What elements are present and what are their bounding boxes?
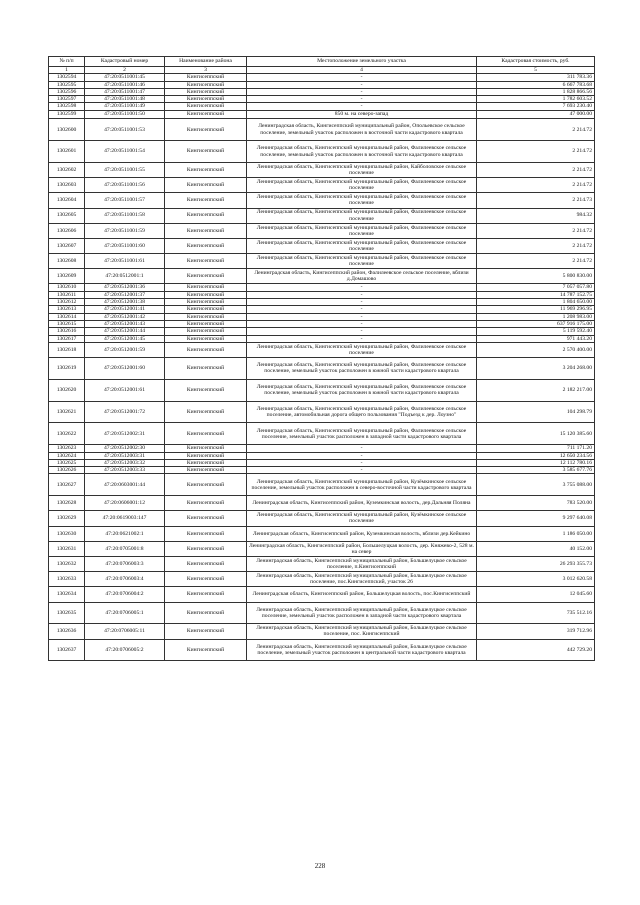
district-cell: Кингисеппский — [165, 335, 247, 342]
location-cell: Ленинградская область, Кингисеппский муниципальный район, Фалилеевское сельское поселение — [247, 208, 477, 223]
cadastral-number-cell: 47:20:0511001:50 — [85, 110, 165, 119]
district-cell: Кингисеппский — [165, 459, 247, 466]
district-cell: Кингисеппский — [165, 81, 247, 88]
table-row — [49, 624, 595, 639]
location-cell: Ленинградская область, Кингисеппский муниципальный район, Фалилеевское сельское поселение — [247, 342, 477, 357]
table-row — [49, 467, 595, 474]
column-number: 4 — [247, 67, 477, 74]
location-cell: Ленинградская область, Кингисеппский муниципальный район, Фалилеевское сельское поселение — [247, 193, 477, 208]
location-cell: Ленинградская область, Кингисеппский муниципальный район, Кайболовское сельское поселение — [247, 162, 477, 177]
cadastral-value-cell: 6 667 783.68 — [477, 81, 595, 88]
cadastral-number-cell: 47:20:0511001:45 — [85, 74, 165, 81]
row-number-cell: 1302628 — [49, 496, 85, 511]
district-cell: Кингисеппский — [165, 401, 247, 423]
location-cell: Ленинградская область, Кингисеппский муниципальный район, Фалилеевское сельское поселение — [247, 254, 477, 269]
table-row — [49, 423, 595, 445]
district-cell: Кингисеппский — [165, 110, 247, 119]
cadastral-number-cell: 47:20:0511001:61 — [85, 254, 165, 269]
table-row — [49, 452, 595, 459]
row-number-cell: 1302599 — [49, 110, 85, 119]
district-cell: Кингисеппский — [165, 639, 247, 661]
cadastral-value-cell: 637 916 175.00 — [477, 320, 595, 327]
district-cell: Кингисеппский — [165, 313, 247, 320]
row-number-cell: 1302600 — [49, 119, 85, 141]
table-row — [49, 587, 595, 602]
header-cadastral-number: Кадастровый номер — [85, 57, 165, 67]
cadastral-value-cell: 2 570 400.00 — [477, 342, 595, 357]
cadastral-number-cell: 47:20:0511001:46 — [85, 81, 165, 88]
cadastral-number-cell: 47:20:0512003:32 — [85, 459, 165, 466]
row-number-cell: 1302634 — [49, 587, 85, 602]
cadastral-value-cell: 14 787 152.75 — [477, 291, 595, 298]
cadastral-number-cell: 47:20:0706003:3 — [85, 556, 165, 571]
district-cell: Кингисеппский — [165, 74, 247, 81]
cadastral-value-cell: 7 057 057.80 — [477, 284, 595, 291]
cadastral-value-cell: 12 112 780.16 — [477, 459, 595, 466]
district-cell: Кингисеппский — [165, 624, 247, 639]
district-cell: Кингисеппский — [165, 291, 247, 298]
cadastral-number-cell: 47:20:0512002:31 — [85, 423, 165, 445]
table-row — [49, 541, 595, 556]
cadastral-value-cell: 2 214.72 — [477, 141, 595, 163]
cadastral-value-cell: 40 152.00 — [477, 541, 595, 556]
district-cell: Кингисеппский — [165, 602, 247, 624]
district-cell: Кингисеппский — [165, 474, 247, 496]
column-number: 3 — [165, 67, 247, 74]
table-row — [49, 119, 595, 141]
location-cell: - — [247, 313, 477, 320]
district-cell: Кингисеппский — [165, 162, 247, 177]
table-row — [49, 223, 595, 238]
row-number-cell: 1302597 — [49, 96, 85, 103]
cadastral-number-cell: 47:20:0511001:53 — [85, 119, 165, 141]
location-cell: Ленинградская область, Кингисеппский муниципальный район, Фалилеевское сельское поселение — [247, 178, 477, 193]
location-cell: - — [247, 299, 477, 306]
table-row — [49, 208, 595, 223]
district-cell: Кингисеппский — [165, 572, 247, 587]
row-number-cell: 1302618 — [49, 342, 85, 357]
cadastral-value-cell: 1 208 983.00 — [477, 313, 595, 320]
cadastral-value-cell: 2 214.72 — [477, 223, 595, 238]
cadastral-number-cell: 47:20:0512002:30 — [85, 445, 165, 452]
location-cell: - — [247, 74, 477, 81]
location-cell: Ленинградская область, Кингисеппский муниципальный район, Фалилеевское сельское поселение — [247, 223, 477, 238]
cadastral-value-cell: 3 204 268.00 — [477, 358, 595, 380]
cadastral-number-cell: 47:20:0512001:1 — [85, 269, 165, 284]
location-cell: Ленинградская область, Кингисеппский муниципальный район, Большелуцкое сельское поселение, п.Кингисеппский — [247, 556, 477, 571]
district-cell: Кингисеппский — [165, 208, 247, 223]
cadastral-number-cell: 47:20:0705001:8 — [85, 541, 165, 556]
location-cell: - — [247, 103, 477, 110]
row-number-cell: 1302626 — [49, 467, 85, 474]
cadastral-value-cell: 9 297 640.08 — [477, 511, 595, 526]
location-cell: Ленинградская область, Кингисеппский муниципальный район, Фалилеевское сельское поселение, автомобильная дорога общего пользования "Подъезд к дер. Лоузно" — [247, 401, 477, 423]
page-number: 228 — [314, 862, 326, 870]
location-cell: Ленинградская область, Кингисеппский муниципальный район, Большелуцкое сельское поселение, пос. Кингисеппский — [247, 624, 477, 639]
cadastral-value-cell: 971 443.20 — [477, 335, 595, 342]
row-number-cell: 1302616 — [49, 328, 85, 335]
cadastral-number-cell: 47:20:0511001:55 — [85, 162, 165, 177]
row-number-cell: 1302598 — [49, 103, 85, 110]
row-number-cell: 1302601 — [49, 141, 85, 163]
cadastral-value-cell: 5 119 592.40 — [477, 328, 595, 335]
cadastral-number-cell: 47:20:0511001:56 — [85, 178, 165, 193]
row-number-cell: 1302624 — [49, 452, 85, 459]
cadastral-number-cell: 47:20:0511001:48 — [85, 96, 165, 103]
cadastral-number-cell: 47:20:0512003:31 — [85, 452, 165, 459]
table-row — [49, 306, 595, 313]
district-cell: Кингисеппский — [165, 306, 247, 313]
location-cell: Ленинградская область, Кингисеппский муниципальный район, Кузёмкинское сельское поселение, земельный участок расположен в северо-восточной части кадастрового квартала — [247, 474, 477, 496]
location-cell: 850 м. на северо-запад — [247, 110, 477, 119]
table-header-row — [49, 57, 595, 67]
location-cell: Ленинградская область, Кингисеппский муниципальный район, Фалилеевское сельское поселение, земельный участок расположен в южной части кадастрового квартала — [247, 358, 477, 380]
row-number-cell: 1302607 — [49, 238, 85, 253]
table-row — [49, 238, 595, 253]
row-number-cell: 1302606 — [49, 223, 85, 238]
district-cell: Кингисеппский — [165, 103, 247, 110]
cadastral-number-cell: 47:20:0706004:2 — [85, 587, 165, 602]
cadastral-value-cell: 5 800 830.00 — [477, 269, 595, 284]
district-cell: Кингисеппский — [165, 88, 247, 95]
table-row — [49, 358, 595, 380]
cadastral-value-cell: 3 755 088.00 — [477, 474, 595, 496]
cadastral-value-cell: 442 729.20 — [477, 639, 595, 661]
row-number-cell: 1302604 — [49, 193, 85, 208]
table-row — [49, 602, 595, 624]
location-cell: - — [247, 291, 477, 298]
table-row — [49, 96, 595, 103]
cadastral-value-cell: 12 045.60 — [477, 587, 595, 602]
location-cell: - — [247, 445, 477, 452]
row-number-cell: 1302602 — [49, 162, 85, 177]
district-cell: Кингисеппский — [165, 320, 247, 327]
table-row — [49, 445, 595, 452]
header-row-number: № п/п — [49, 57, 85, 67]
location-cell: Ленинградская область, Кингисеппский район, Большелуцкая волость, дер. Княжево-2, 528 м. на север — [247, 541, 477, 556]
cadastral-number-cell: 47:20:0512001:41 — [85, 306, 165, 313]
location-cell: Ленинградская область, Кингисеппский муниципальный район, Опольевское сельское поселение, земельный участок расположен в восточной части кадастрового квартала — [247, 119, 477, 141]
row-number-cell: 1302625 — [49, 459, 85, 466]
location-cell: Ленинградская область, Кингисеппский муниципальный район, Большелуцкое сельское поселение, пос.Кингисеппский, участок 26 — [247, 572, 477, 587]
row-number-cell: 1302620 — [49, 379, 85, 401]
district-cell: Кингисеппский — [165, 299, 247, 306]
table-row — [49, 526, 595, 541]
cadastral-value-cell: 3 012 620.58 — [477, 572, 595, 587]
district-cell: Кингисеппский — [165, 526, 247, 541]
row-number-cell: 1302630 — [49, 526, 85, 541]
row-number-cell: 1302622 — [49, 423, 85, 445]
location-cell: - — [247, 284, 477, 291]
district-cell: Кингисеппский — [165, 178, 247, 193]
cadastral-value-cell: 2 214.72 — [477, 238, 595, 253]
cadastral-number-cell: 47:20:0512003:33 — [85, 467, 165, 474]
district-cell: Кингисеппский — [165, 587, 247, 602]
cadastral-value-cell: 104 298.79 — [477, 401, 595, 423]
row-number-cell: 1302619 — [49, 358, 85, 380]
table-row — [49, 335, 595, 342]
table-row — [49, 74, 595, 81]
cadastral-number-cell: 47:20:0706005:1 — [85, 602, 165, 624]
table-row — [49, 178, 595, 193]
location-cell: - — [247, 88, 477, 95]
cadastral-number-cell: 47:20:0512001:59 — [85, 342, 165, 357]
cadastral-value-cell: 2 214.72 — [477, 254, 595, 269]
district-cell: Кингисеппский — [165, 193, 247, 208]
cadastral-value-cell: 311 783.36 — [477, 74, 595, 81]
cadastral-value-cell: 7 693 230.40 — [477, 103, 595, 110]
cadastral-number-cell: 47:20:0512001:44 — [85, 328, 165, 335]
row-number-cell: 1302635 — [49, 602, 85, 624]
table-row — [49, 254, 595, 269]
cadastral-number-cell: 47:20:0511001:60 — [85, 238, 165, 253]
location-cell: - — [247, 328, 477, 335]
table-row — [49, 193, 595, 208]
location-cell: Ленинградская область, Кингисеппский район, Куземкинская волость, дер.Дальняя Поляна — [247, 496, 477, 511]
cadastral-number-cell: 47:20:0706005:11 — [85, 624, 165, 639]
cadastral-number-cell: 47:20:0603001:44 — [85, 474, 165, 496]
column-number: 1 — [49, 67, 85, 74]
district-cell: Кингисеппский — [165, 556, 247, 571]
cadastral-value-cell: 1 186 050.00 — [477, 526, 595, 541]
table-row — [49, 269, 595, 284]
table-row — [49, 511, 595, 526]
district-cell: Кингисеппский — [165, 445, 247, 452]
table-row — [49, 379, 595, 401]
table-row — [49, 284, 595, 291]
table-row — [49, 556, 595, 571]
table-row — [49, 401, 595, 423]
cadastral-value-cell: 783 520.00 — [477, 496, 595, 511]
table-row — [49, 572, 595, 587]
cadastral-value-cell: 2 182 217.00 — [477, 379, 595, 401]
cadastral-number-cell: 47:20:0511001:47 — [85, 88, 165, 95]
table-row — [49, 162, 595, 177]
row-number-cell: 1302611 — [49, 291, 85, 298]
cadastral-number-cell: 47:20:0512001:36 — [85, 284, 165, 291]
table-row — [49, 88, 595, 95]
row-number-cell: 1302613 — [49, 306, 85, 313]
cadastral-value-cell: 15 120 385.60 — [477, 423, 595, 445]
district-cell: Кингисеппский — [165, 96, 247, 103]
location-cell: Ленинградская область, Кингисеппский муниципальный район, Фалилеевское сельское поселение, земельный участок расположен в восточной части кадастрового квартала — [247, 141, 477, 163]
district-cell: Кингисеппский — [165, 541, 247, 556]
row-number-cell: 1302633 — [49, 572, 85, 587]
table-row — [49, 299, 595, 306]
location-cell: - — [247, 459, 477, 466]
row-number-cell: 1302637 — [49, 639, 85, 661]
cadastral-number-cell: 47:20:0512001:61 — [85, 379, 165, 401]
cadastral-value-cell: 3 585 677.76 — [477, 467, 595, 474]
cadastral-value-cell: 1 782 603.52 — [477, 96, 595, 103]
district-cell: Кингисеппский — [165, 342, 247, 357]
row-number-cell: 1302596 — [49, 88, 85, 95]
location-cell: - — [247, 452, 477, 459]
column-number: 2 — [85, 67, 165, 74]
table-row — [49, 141, 595, 163]
district-cell: Кингисеппский — [165, 141, 247, 163]
cadastral-value-cell: 984.32 — [477, 208, 595, 223]
table-body — [49, 74, 595, 661]
cadastral-number-cell: 47:20:0512001:45 — [85, 335, 165, 342]
table-row — [49, 639, 595, 661]
row-number-cell: 1302609 — [49, 269, 85, 284]
cadastral-number-cell: 47:20:0511001:54 — [85, 141, 165, 163]
cadastral-value-cell: 1 828 866.56 — [477, 88, 595, 95]
district-cell: Кингисеппский — [165, 358, 247, 380]
cadastral-number-cell: 47:20:0512001:37 — [85, 291, 165, 298]
table-row — [49, 328, 595, 335]
header-cadastral-value: Кадастровая стоимость, руб. — [477, 57, 595, 67]
cadastral-value-cell: 2 214.72 — [477, 162, 595, 177]
row-number-cell: 1302627 — [49, 474, 85, 496]
cadastral-value-cell: 47 000.00 — [477, 110, 595, 119]
location-cell: Ленинградская область, Кингисеппский муниципальный район, Большелуцкое сельское поселение, земельный участок расположен в центральной части кадастрового квартала — [247, 639, 477, 661]
column-number: 5 — [477, 67, 595, 74]
row-number-cell: 1302636 — [49, 624, 85, 639]
row-number-cell: 1302605 — [49, 208, 85, 223]
cadastral-number-cell: 47:20:0606001:12 — [85, 496, 165, 511]
row-number-cell: 1302612 — [49, 299, 85, 306]
row-number-cell: 1302610 — [49, 284, 85, 291]
location-cell: Ленинградская область, Кингисеппский муниципальный район, Большелуцкое сельское поселение, земельный участок расположен в западной части кадастрового квартала — [247, 602, 477, 624]
row-number-cell: 1302629 — [49, 511, 85, 526]
row-number-cell: 1302621 — [49, 401, 85, 423]
cadastral-number-cell: 47:20:0511001:58 — [85, 208, 165, 223]
table-row — [49, 291, 595, 298]
table-row — [49, 320, 595, 327]
row-number-cell: 1302623 — [49, 445, 85, 452]
header-district-name: Наименование района — [165, 57, 247, 67]
cadastral-value-cell: 2 214.73 — [477, 193, 595, 208]
district-cell: Кингисеппский — [165, 467, 247, 474]
district-cell: Кингисеппский — [165, 379, 247, 401]
location-cell: Ленинградская область, Кингисеппский район, Куземкинская волость, вблизи дер.Кейкино — [247, 526, 477, 541]
cadastral-value-cell: 26 293 355.73 — [477, 556, 595, 571]
row-number-cell: 1302603 — [49, 178, 85, 193]
cadastral-value-cell: 12 650 234.56 — [477, 452, 595, 459]
location-cell: - — [247, 335, 477, 342]
row-number-cell: 1302614 — [49, 313, 85, 320]
cadastral-value-cell: 735 512.16 — [477, 602, 595, 624]
district-cell: Кингисеппский — [165, 238, 247, 253]
table-row — [49, 103, 595, 110]
column-number-row — [49, 67, 595, 74]
cadastral-value-cell: 11 969 296.95 — [477, 306, 595, 313]
district-cell: Кингисеппский — [165, 328, 247, 335]
header-location: Местоположение земельного участка — [247, 57, 477, 67]
district-cell: Кингисеппский — [165, 119, 247, 141]
table-row — [49, 474, 595, 496]
cadastral-table-container — [48, 56, 594, 661]
cadastral-number-cell: 47:20:0512001:38 — [85, 299, 165, 306]
cadastral-number-cell: 47:20:0511001:49 — [85, 103, 165, 110]
location-cell: - — [247, 306, 477, 313]
district-cell: Кингисеппский — [165, 254, 247, 269]
district-cell: Кингисеппский — [165, 496, 247, 511]
cadastral-number-cell: 47:20:0511001:59 — [85, 223, 165, 238]
district-cell: Кингисеппский — [165, 223, 247, 238]
cadastral-number-cell: 47:20:0512001:43 — [85, 320, 165, 327]
cadastral-number-cell: 47:20:0512001:42 — [85, 313, 165, 320]
cadastral-number-cell: 47:20:0512001:60 — [85, 358, 165, 380]
cadastral-value-cell: 319 712.96 — [477, 624, 595, 639]
cadastral-value-cell: 2 214.72 — [477, 178, 595, 193]
location-cell: Ленинградская область, Кингисеппский муниципальный район, Фалилеевское сельское поселение — [247, 238, 477, 253]
cadastral-number-cell: 47:20:0706003:4 — [85, 572, 165, 587]
row-number-cell: 1302631 — [49, 541, 85, 556]
table-row — [49, 110, 595, 119]
cadastral-number-cell: 47:20:0512001:72 — [85, 401, 165, 423]
table-row — [49, 313, 595, 320]
location-cell: Ленинградская область, Кингисеппский муниципальный район, Фалилеевское сельское поселение, земельный участок расположен в южной части кадастрового квартала — [247, 379, 477, 401]
location-cell: Ленинградская область, Кингисеппский район, Большелуцкая волость, пос.Кингисеппский — [247, 587, 477, 602]
row-number-cell: 1302632 — [49, 556, 85, 571]
cadastral-value-cell: 711 171.20 — [477, 445, 595, 452]
location-cell: - — [247, 81, 477, 88]
cadastral-number-cell: 47:20:0619003:147 — [85, 511, 165, 526]
cadastral-number-cell: 47:20:0511001:57 — [85, 193, 165, 208]
location-cell: Ленинградская область, Кингисеппский район, Фалилеевское сельское поселение, вблизи д.Домашово — [247, 269, 477, 284]
table-row — [49, 496, 595, 511]
row-number-cell: 1302595 — [49, 81, 85, 88]
table-row — [49, 459, 595, 466]
location-cell: - — [247, 467, 477, 474]
cadastral-value-table — [48, 56, 595, 661]
district-cell: Кингисеппский — [165, 423, 247, 445]
table-row — [49, 342, 595, 357]
cadastral-value-cell: 2 214.72 — [477, 119, 595, 141]
location-cell: - — [247, 320, 477, 327]
district-cell: Кингисеппский — [165, 269, 247, 284]
location-cell: - — [247, 96, 477, 103]
cadastral-number-cell: 47:20:0621002:1 — [85, 526, 165, 541]
district-cell: Кингисеппский — [165, 511, 247, 526]
location-cell: Ленинградская область, Кингисеппский муниципальный район, Кузёмкинское сельское поселение — [247, 511, 477, 526]
row-number-cell: 1302594 — [49, 74, 85, 81]
location-cell: Ленинградская область, Кингисеппский муниципальный район, Фалилеевское сельское поселение, земельный участок расположен в западной части кадастрового квартала — [247, 423, 477, 445]
cadastral-value-cell: 1 804 650.00 — [477, 299, 595, 306]
table-row — [49, 81, 595, 88]
row-number-cell: 1302615 — [49, 320, 85, 327]
row-number-cell: 1302617 — [49, 335, 85, 342]
row-number-cell: 1302608 — [49, 254, 85, 269]
district-cell: Кингисеппский — [165, 452, 247, 459]
district-cell: Кингисеппский — [165, 284, 247, 291]
cadastral-number-cell: 47:20:0706005:2 — [85, 639, 165, 661]
